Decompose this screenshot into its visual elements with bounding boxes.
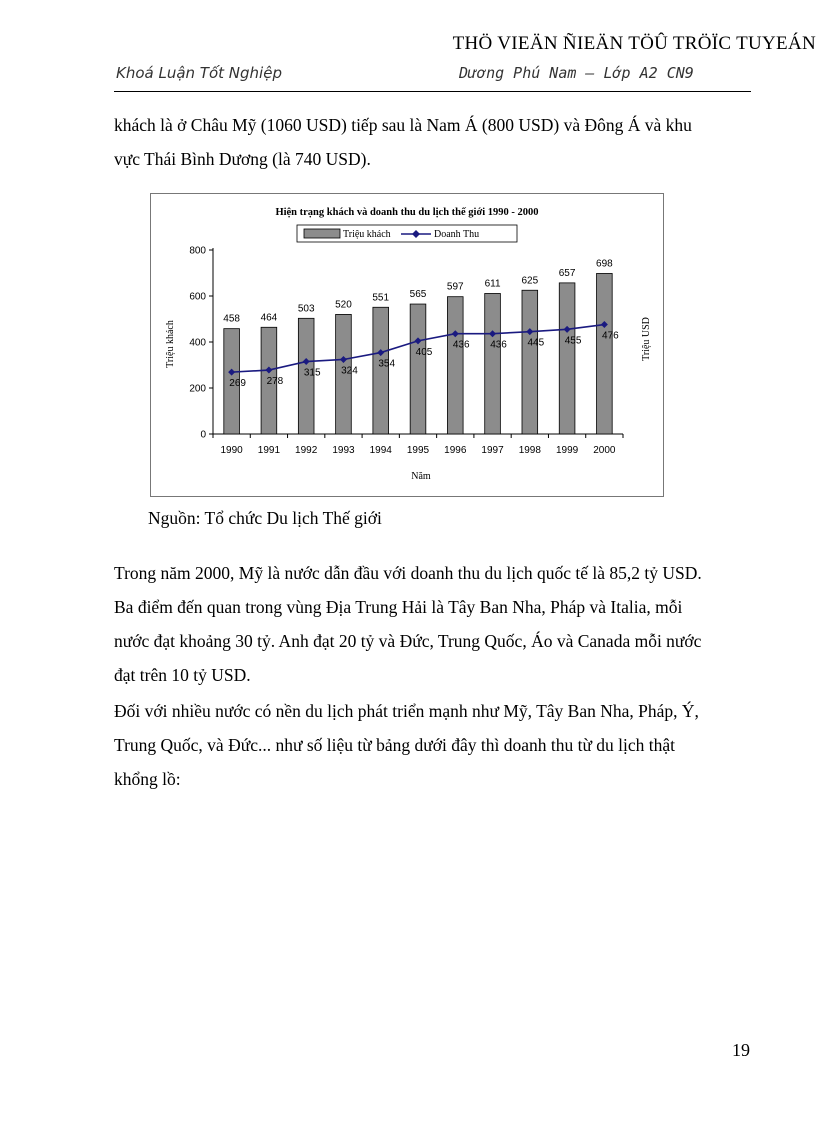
bar: [373, 307, 389, 434]
bar-value-label: 464: [260, 312, 278, 324]
header-divider: [114, 91, 751, 92]
bar-value-label: 551: [372, 292, 390, 304]
text-line: vực Thái Bình Dương (là 740 USD).: [114, 149, 371, 169]
bar-value-label: 458: [223, 313, 240, 325]
revenue-value-label: 354: [378, 358, 396, 370]
text-line: đạt trên 10 tỷ USD.: [114, 665, 251, 685]
bar-value-label: 597: [446, 281, 464, 293]
x-tick-label: 2000: [593, 445, 616, 456]
text-line: nước đạt khoảng 30 tỷ. Anh đạt 20 tỷ và Đức, Trung Quốc, Áo và Canada mỗi nước: [114, 631, 702, 651]
legend-bar-swatch: [304, 229, 340, 238]
x-tick-label: 1999: [555, 445, 579, 456]
y-tick-label: 200: [189, 383, 206, 395]
bar: [410, 304, 426, 434]
bar: [597, 273, 613, 434]
x-tick-label: 1994: [369, 445, 392, 456]
text-line: khách là ở Châu Mỹ (1060 USD) tiếp sau là Nam Á (800 USD) và Đông Á và khu: [114, 115, 692, 135]
revenue-value-label: 445: [527, 337, 545, 349]
revenue-value-label: 278: [266, 376, 284, 388]
revenue-value-label: 436: [490, 339, 507, 351]
chart-title: Hiện trạng khách và doanh thu du lịch thế giới 1990 - 2000: [275, 207, 539, 218]
text-line: Trung Quốc, và Đức... như số liệu từ bảng dưới đây thì doanh thu từ du lịch thật: [114, 735, 676, 755]
y-axis-label: Triệu khách: [165, 320, 176, 368]
y2-axis-label: Triệu USD: [641, 317, 652, 361]
bar: [522, 290, 538, 434]
bar-value-label: 698: [596, 258, 613, 270]
bar-value-label: 611: [484, 278, 501, 290]
revenue-value-label: 436: [452, 339, 470, 351]
chart: [151, 194, 663, 496]
header-thesis-title: Khoá Luận Tốt Nghiệp: [116, 64, 282, 82]
bar: [559, 283, 575, 434]
text-line: Đối với nhiều nước có nền du lịch phát triển mạnh như Mỹ, Tây Ban Nha, Pháp, Ý,: [114, 701, 699, 721]
x-tick-label: 1993: [332, 445, 355, 456]
legend-label-visitors: Triệu khách: [343, 229, 391, 240]
legend-label-revenue: Doanh Thu: [434, 229, 480, 240]
bar: [447, 297, 463, 434]
intro-paragraph: [114, 108, 754, 176]
plot-area: [189, 246, 623, 457]
header-author: Dương Phú Nam – Lớp A2 CN9: [459, 64, 694, 82]
paragraph-revenue-2000: [114, 556, 754, 692]
chart-legend: [297, 225, 517, 242]
revenue-value-label: 476: [602, 330, 619, 342]
x-tick-label: 1997: [481, 445, 504, 456]
bar-value-label: 503: [297, 303, 315, 315]
source-caption: Nguồn: Tổ chức Du lịch Thế giới: [148, 508, 382, 528]
bar-value-label: 520: [335, 299, 352, 311]
x-tick-label: 1998: [518, 445, 541, 456]
x-tick-label: 1996: [444, 445, 467, 456]
revenue-value-label: 269: [229, 378, 246, 390]
y-tick-label: 600: [189, 291, 206, 303]
page-number: 19: [732, 1040, 750, 1060]
chart-frame: [150, 193, 664, 497]
paragraph-major-countries: [114, 694, 754, 796]
bar-value-label: 565: [409, 289, 427, 301]
revenue-value-label: 324: [341, 365, 358, 377]
bar: [485, 293, 501, 434]
revenue-value-label: 315: [303, 367, 321, 379]
y-tick-label: 800: [189, 245, 206, 257]
watermark-title: THÖ VIEÄN ÑIEÄN TÖÛ TRÖÏC TUYEÁN: [452, 33, 816, 54]
x-tick-label: 1995: [406, 445, 430, 456]
y-tick-label: 0: [200, 429, 206, 441]
revenue-value-label: 455: [564, 335, 582, 347]
y-tick-label: 400: [189, 337, 206, 349]
x-tick-label: 1990: [220, 445, 243, 456]
bar-value-label: 625: [521, 275, 539, 287]
x-axis-label: Năm: [411, 471, 431, 482]
text-line: Ba điểm đến quan trong vùng Địa Trung Hải là Tây Ban Nha, Pháp và Italia, mỗi: [114, 597, 683, 617]
text-line: Trong năm 2000, Mỹ là nước dẫn đầu với doanh thu du lịch quốc tế là 85,2 tỷ USD.: [114, 563, 702, 583]
x-tick-label: 1991: [257, 445, 281, 456]
text-line: khổng lồ:: [114, 769, 181, 789]
x-tick-label: 1992: [295, 445, 318, 456]
bar-value-label: 657: [558, 267, 576, 279]
revenue-value-label: 405: [415, 346, 433, 358]
